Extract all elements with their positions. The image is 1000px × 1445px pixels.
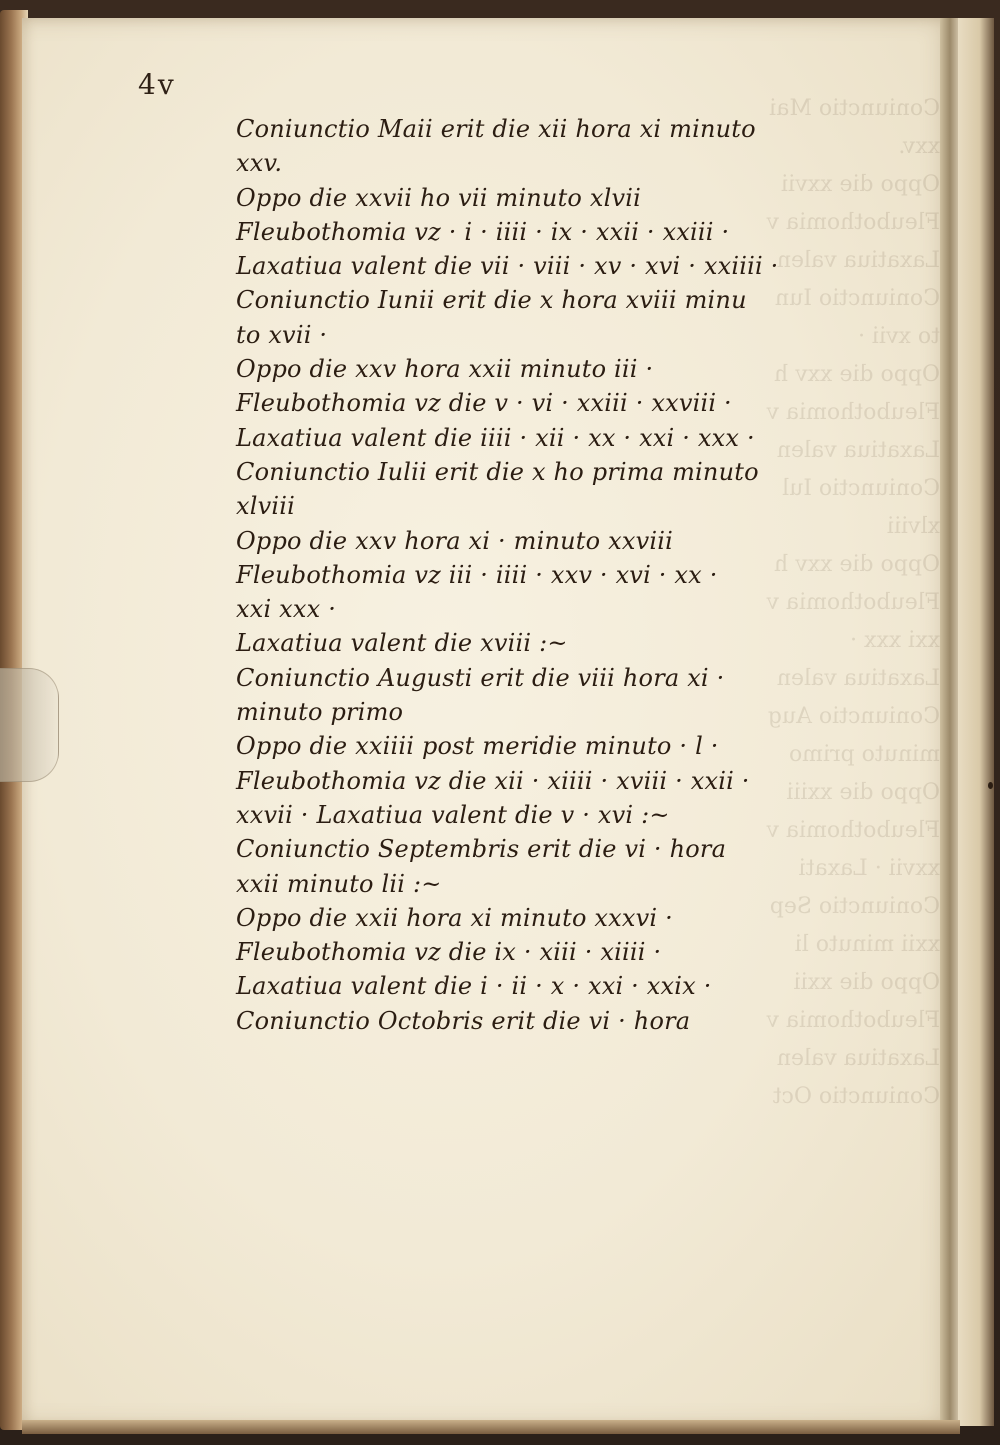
folio-mark: 4v [138,68,176,101]
text-line: Laxatiua valent die iiii · xii · xx · xxi · xxx · [236,423,755,452]
text-line: Laxatiua valent die vii · viii · xv · xvi · xxiiii · [236,252,779,281]
text-line: Oppo die xxii hora xi minuto xxxvi · [236,903,673,932]
text-line: Coniunctio Iunii erit die x hora xviii minu [236,286,747,315]
facing-page-edge [958,18,994,1426]
text-line: Laxatiua valent die xviii :~ [236,629,568,658]
text-line: Fleubothomia vz die ix · xiii · xiiii · [236,938,662,967]
ink-dot [988,782,993,789]
show-through-text: Coniunctio Mai xxv. Oppo die xxvii Fleubothomia v Laxatiua valen Coniunctio Iun to xvii · Oppo die xxv h Fleubothomia v Laxatiua valen Coniunctio Iul xlviii Oppo die xxv h Fleubothomia v xxi xxx · Laxatiua valen Coniunctio Aug minuto primo Oppo die xxiii Fleubothomia v xxvii · Laxati Coniunctio Sep xxii minuto li Oppo die xxii Fleubothomia v Laxatiua valen Coniunctio Oct [766,96,940,1109]
text-line: Fleubothomia vz iii · iiii · xxv · xvi · xx · [236,560,718,589]
book-gutter [940,18,960,1426]
text-line: xxvii · Laxatiua valent die v · xvi :~ [236,800,670,829]
manuscript-text [236,112,886,1038]
text-line: Coniunctio Octobris erit die vi · hora [236,1006,691,1035]
text-line: xxi xxx · [236,595,337,624]
text-line: Fleubothomia vz die v · vi · xxiii · xxviii · [236,389,732,418]
text-line: Laxatiua valent die i · ii · x · xxi · xxix · [236,972,712,1001]
page-bottom-edge [22,1420,960,1434]
page-clip-tab [0,668,59,782]
text-line: Coniunctio Iulii erit die x ho prima minuto [236,457,759,486]
text-line: Oppo die xxv hora xi · minuto xxviii [236,526,673,555]
text-line: Oppo die xxv hora xxii minuto iii · [236,355,654,384]
text-line: Coniunctio Augusti erit die viii hora xi · [236,663,725,692]
text-line: Oppo die xxiiii post meridie minuto · l · [236,732,719,761]
text-line: minuto primo [236,698,404,727]
text-line: xxii minuto lii :~ [236,869,442,898]
text-line: to xvii · [236,320,328,349]
text-line: Coniunctio Maii erit die xii hora xi minuto [236,115,756,143]
text-line: Fleubothomia vz · i · iiii · ix · xxii · xxiii · [236,217,730,246]
text-line: xxv. [236,149,283,178]
text-line: Fleubothomia vz die xii · xiiii · xviii · xxii · [236,766,750,795]
text-line: Coniunctio Septembris erit die vi · hora [236,835,727,864]
text-line: Oppo die xxvii ho vii minuto xlvii [236,183,642,212]
text-line: xlviii [236,492,295,521]
